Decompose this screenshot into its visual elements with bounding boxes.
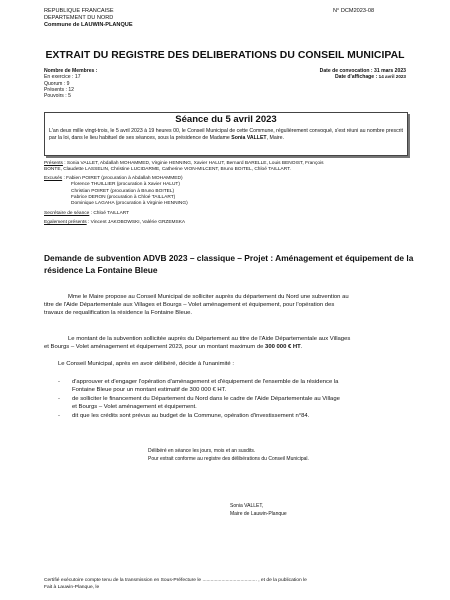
amount-value: 300 000 € HT — [265, 344, 301, 351]
bullet-item: - de solliciter le financement du Département du Nord dans le cadre de l'Aide Départementale au Village et Bourgs – Volet aménagement et équipement. — [58, 396, 340, 411]
members-line: En exercice : 17 — [44, 74, 81, 81]
commune-text: Commune de LAUWIN-PLANQUE — [44, 22, 133, 28]
egalement-line: Egalement présents : Vincent JAKOBOWSKI, Valérie GRZEMSKA — [44, 220, 186, 226]
excuse-item: Dominique LAGAHA (procuration à Virginie HENNING) — [71, 201, 188, 207]
closing-line: Délibéré en séance les jours, mois et an susdits. — [148, 448, 256, 454]
seance-title: Séance du 5 avril 2023 — [175, 114, 277, 125]
members-line: Quorum : 9 — [44, 80, 70, 87]
proposal-paragraph: Mme le Maire propose au Conseil Municipal de solliciter auprès du département du Nord une subvention au titre de l'Aide Départementale aux Villages et Bourgs – Volet aménagement et équipement, pour l'opération des travaux de requalification la résidence la Fontaine Bleue. — [44, 294, 349, 317]
subject-heading: Demande de subvention ADVB 2023 – classique – Projet : Aménagement et équipement de la résidence La Fontaine Bleue — [44, 253, 414, 275]
excuses-list — [44, 182, 414, 208]
members-block — [44, 68, 98, 99]
closing-block — [148, 448, 309, 464]
country-text: REPUBLIQUE FRANCAISE — [44, 8, 114, 14]
presents-label: Présents — [44, 161, 63, 166]
seance-text: L'an deux mille vingt-trois, le 5 avril 2023 à 19 heures 00, le Conseil Municipal de cette Commune, régulièrement convoqué, s'est réuni au nombre prescrit par la loi, dans le lieu habituel de ses séances, sous la présidence de Madame Sonia VALLET, Maire. — [49, 128, 403, 142]
signature-block — [230, 503, 287, 519]
amount-paragraph: Le montant de la subvention sollicitée auprès du Département au titre de l'Aide Départementale aux Villages et Bourgs – Volet aménagement et équipement 2023, pour un montant maximum de 300 000 € HT. — [44, 336, 351, 351]
secretaire-line: Secrétaire de séance : Chloé TAILLART — [44, 210, 130, 216]
bullet-dash: - — [58, 396, 60, 402]
members-heading: Nombre de Membres : — [44, 68, 98, 74]
signature-name: Sonia VALLET, — [230, 503, 264, 509]
seance-box — [44, 112, 408, 156]
members-line: Pouvoirs : 5 — [44, 93, 71, 100]
decision-label: Le Conseil Municipal — [58, 361, 113, 367]
excuse-item: Fabrice DERON (procuration à Chloé TAILLART) — [71, 195, 176, 201]
header-left — [44, 8, 133, 29]
affichage-date: 14 avril 2023 — [378, 74, 406, 80]
secretaire-label: Secrétaire de séance — [44, 210, 90, 216]
footer-fait-a: Fait à Lauwin-Planque, le — [44, 585, 100, 591]
footer-executoire: Certifié exécutoire compte tenu de la transmission en Sous-Préfecture le ........................................ , et de la publication le — [44, 578, 307, 583]
egalement-label: Egalement présents — [44, 220, 87, 226]
excuse-item: Florence THUILLIER (procuration à Xavier HALUT) — [71, 182, 180, 188]
bullet-dash: - — [58, 379, 60, 385]
presents-line-2: BONTE, Claudette LASSELIN, Christine LUCIDARME, Catherine VION-MILCENT, Bruno BOITEL, Chloé TAILLART. — [44, 167, 291, 173]
footer-block — [44, 577, 434, 591]
department-text: DEPARTEMENT DU NORD — [44, 15, 114, 21]
bullet-item: - d'approuver et d'engager l'opération d'aménagement et d'équipement de l'ensemble de la résidence la Fontaine Bleue pour un montant estimatif de 300 000 € HT. — [58, 379, 339, 394]
decision-line: Le Conseil Municipal, après en avoir délibéré, décide à l'unanimité : — [58, 361, 234, 367]
attendance-block — [44, 161, 414, 227]
convocation-date: Date de convocation : 31 mars 2023 — [319, 68, 406, 74]
signature-role: Maire de Lauwin-Planque — [230, 510, 287, 517]
bullet-item: - dit que les crédits sont prévus au budget de la Commune, opération d'investissement n°84. — [58, 413, 310, 419]
excuse-item: Christian POIRET (procuration à Bruno BOITEL) — [71, 188, 175, 194]
affichage-label: Date d'affichage : — [334, 74, 378, 81]
excuses-line: Excusés : Fabien POIRET (procuration à Abdallah MOHAMMED) — [44, 175, 183, 181]
excuses-label: Excusés — [44, 175, 63, 181]
bullet-dash: - — [58, 413, 60, 419]
closing-line: Pour extrait conforme au registre des délibérations du Conseil Municipal. — [148, 455, 309, 462]
president-name: Sonia VALLET — [231, 135, 267, 142]
page-title: EXTRAIT DU REGISTRE DES DELIBERATIONS DU CONSEIL MUNICIPAL — [45, 50, 405, 61]
presents-line: Présents : Sonia VALLET, Abdallah MOHAMMED, Virginie HENNING, Xavier HALUT, Bernard BARELLE, Louis BENOIST, François — [44, 161, 324, 166]
members-line: Présents : 12 — [44, 86, 75, 93]
deliberation-ref: N° DCM2023-08 — [333, 8, 375, 14]
dates-block — [320, 68, 406, 81]
